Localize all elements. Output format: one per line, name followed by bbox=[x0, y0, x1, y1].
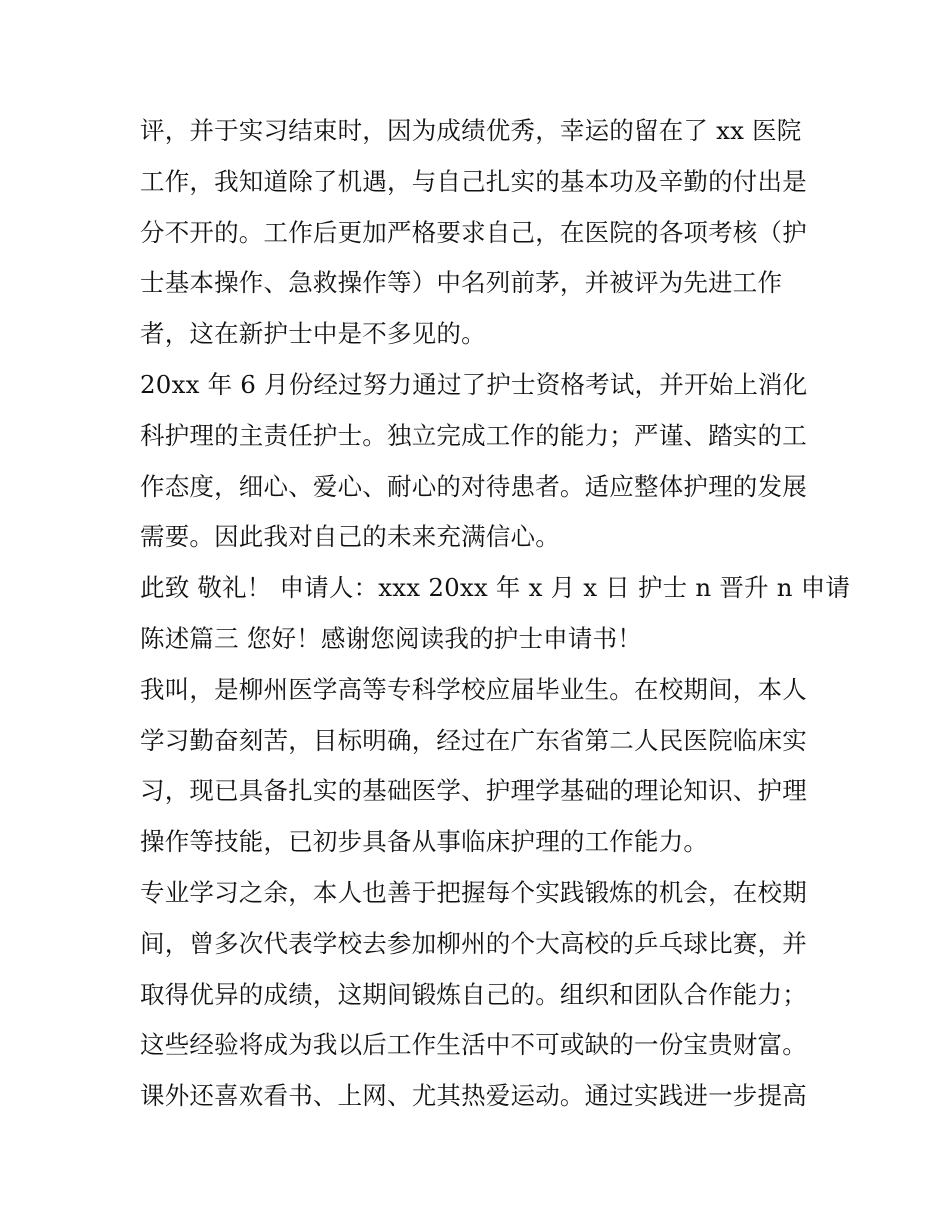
text-line: 分不开的。工作后更加严格要求自己，在医院的各项考核（护 bbox=[140, 217, 807, 247]
body-text bbox=[140, 106, 851, 1122]
text-line: 习，现已具备扎实的基础医学、护理学基础的理论知识、护理 bbox=[140, 776, 807, 806]
text-line: 工作，我知道除了机遇，与自己扎实的基本功及辛勤的付出是 bbox=[140, 166, 807, 196]
text-line: 我叫，是柳州医学高等专科学校应届毕业生。在校期间，本人 bbox=[140, 674, 807, 704]
text-line: 20xx 年 6 月份经过努力通过了护士资格考试，并开始上消化 bbox=[140, 369, 808, 399]
text-line: 陈述篇三 您好！感谢您阅读我的护士申请书！ bbox=[140, 623, 642, 653]
text-line: 专业学习之余，本人也善于把握每个实践锻炼的机会，在校期 bbox=[140, 877, 807, 907]
text-line: 取得优异的成绩，这期间锻炼自己的。组织和团队合作能力； bbox=[140, 979, 807, 1009]
text-line: 学习勤奋刻苦，目标明确，经过在广东省第二人民医院临床实 bbox=[140, 725, 807, 755]
text-line: 课外还喜欢看书、上网、尤其热爱运动。通过实践进一步提高 bbox=[140, 1081, 807, 1111]
text-line: 作态度，细心、爱心、耐心的对待患者。适应整体护理的发展 bbox=[140, 471, 807, 501]
text-line: 评，并于实习结束时，因为成绩优秀，幸运的留在了 xx 医院 bbox=[140, 116, 802, 145]
text-line: 间，曾多次代表学校去参加柳州的个大高校的乒乓球比赛，并 bbox=[140, 928, 807, 958]
text-line: 士基本操作、急救操作等）中名列前茅，并被评为先进工作 bbox=[140, 268, 783, 298]
text-line: 这些经验将成为我以后工作生活中不可或缺的一份宝贵财富。 bbox=[140, 1030, 807, 1060]
text-line: 此致 敬礼！ 申请人：xxx 20xx 年 x 月 x 日 护士 n 晋升 n 申请 bbox=[140, 573, 851, 603]
text-line: 需要。因此我对自己的未来充满信心。 bbox=[140, 522, 560, 552]
text-line: 科护理的主责任护士。独立完成工作的能力；严谨、踏实的工 bbox=[140, 420, 807, 450]
text-line: 者，这在新护士中是不多见的。 bbox=[140, 319, 486, 349]
text-line: 操作等技能，已初步具备从事临床护理的工作能力。 bbox=[140, 827, 709, 857]
